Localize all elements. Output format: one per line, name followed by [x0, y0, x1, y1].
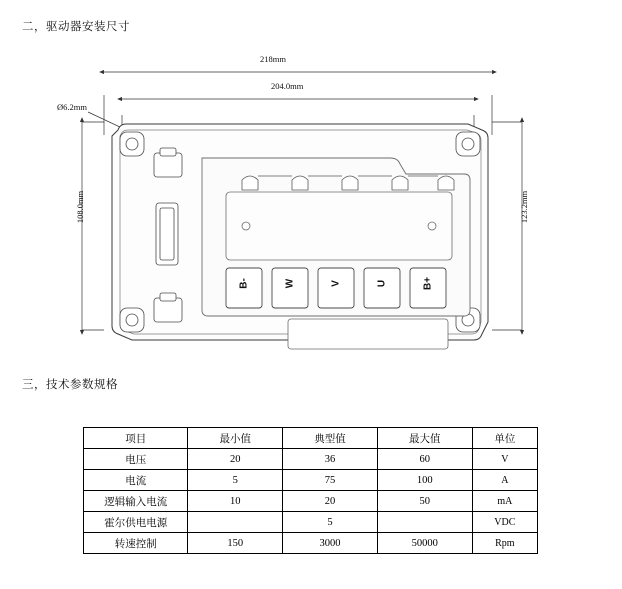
header-item: 项目: [84, 428, 188, 449]
cell-min: 10: [188, 491, 283, 512]
cell-min: [188, 512, 283, 533]
terminal-label-v: V: [330, 280, 342, 287]
cell-typ: 20: [283, 491, 378, 512]
cell-unit: Rpm: [472, 533, 537, 554]
cell-typ: 5: [283, 512, 378, 533]
dimension-top-outer: 218mm: [260, 54, 286, 64]
cell-max: 50: [377, 491, 472, 512]
spec-table: [83, 427, 538, 554]
cell-typ: 75: [283, 470, 378, 491]
cell-item: 逻辑输入电流: [84, 491, 188, 512]
cell-item: 电压: [84, 449, 188, 470]
cell-unit: VDC: [472, 512, 537, 533]
drawing-figure: [57, 40, 580, 360]
terminal-label-b-plus: B+: [422, 276, 434, 291]
section-heading-dimensions: 二，驱动器安装尺寸: [22, 21, 130, 33]
table-row: [84, 449, 538, 470]
cell-max: 100: [377, 470, 472, 491]
table-row: [84, 533, 538, 554]
header-typ: 典型值: [283, 428, 378, 449]
cell-typ: 3000: [283, 533, 378, 554]
header-unit: 单位: [472, 428, 537, 449]
dimension-left: 108.0mm: [75, 190, 86, 224]
cell-unit: V: [472, 449, 537, 470]
dimension-hole-diameter: Ø6.2mm: [57, 102, 87, 112]
cell-unit: mA: [472, 491, 537, 512]
header-min: 最小值: [188, 428, 283, 449]
header-max: 最大值: [377, 428, 472, 449]
table-row: [84, 491, 538, 512]
cell-max: 50000: [377, 533, 472, 554]
terminal-label-b-minus: B-: [238, 278, 250, 289]
cell-max: 60: [377, 449, 472, 470]
spec-table-container: [83, 427, 538, 554]
cell-unit: A: [472, 470, 537, 491]
cell-min: 5: [188, 470, 283, 491]
terminal-label-u: U: [376, 279, 388, 288]
table-header-row: [84, 428, 538, 449]
dimension-right: 123.2mm: [519, 190, 530, 224]
table-row: [84, 470, 538, 491]
cell-typ: 36: [283, 449, 378, 470]
cell-item: 霍尔供电电源: [84, 512, 188, 533]
cell-min: 20: [188, 449, 283, 470]
dimension-top-inner: 204.0mm: [271, 81, 304, 91]
cell-min: 150: [188, 533, 283, 554]
cell-max: [377, 512, 472, 533]
cell-item: 电流: [84, 470, 188, 491]
table-row: [84, 512, 538, 533]
section-heading-specs: 三，技术参数规格: [22, 379, 118, 391]
terminal-label-w: W: [284, 278, 296, 289]
cell-item: 转速控制: [84, 533, 188, 554]
